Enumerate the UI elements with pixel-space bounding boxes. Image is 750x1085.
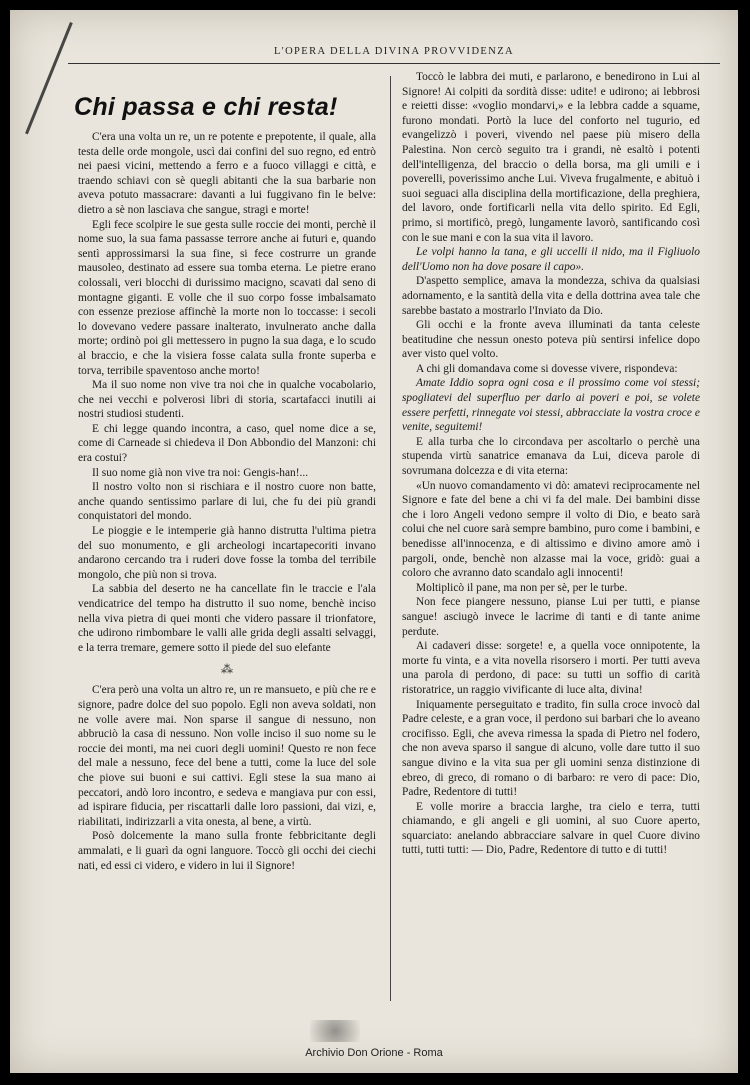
archive-caption: Archivio Don Orione - Roma — [305, 1047, 443, 1059]
paragraph: «Un nuovo comandamento vi dò: amatevi reciprocamente nel Signore e fate del bene a chi vi fa del male. Dei bambini disse che i loro Angeli vedono sempre il volto di Dio, e beato sarà colui che nel cuore sarà sempre bambino, puro come i bambini, e benedisse all'innocenza, e di altissimo e divino amore amò i pargoli, onde, benchè non alzasse mai la voce, gridò: guai a coloro che avranno dato scandalo agli innocenti! — [402, 479, 700, 580]
paragraph: Ai cadaveri disse: sorgete! e, a quella voce onnipotente, la morte fu vinta, e a vita novella risorsero i morti. Per tutti aveva una parola di perdono, di pace: su tutti un soffio di carità ristoratrice, un raggio vivificante di luce alta, divina! — [402, 640, 700, 696]
document-page — [10, 10, 738, 1073]
paragraph: C'era però una volta un altro re, un re mansueto, e più che re e signore, padre dolce del suo popolo. Egli non aveva soldati, non ne volle avere mai. Non sparse il sangue di nessuno, non abbruciò la casa di nessuno. Non volle inciso il suo nome su le roccie dei monti, ma nei cuori degli uomini! Questo re non fece del male a nessuno, fece del bene a tutti, come la luce del sole che piove sui buoni e sui cattivi. Egli stese la sua mano ai peccatori, andò loro incontro, e sedeva e mangiava pur con essi, ad ispirare fiducia, per riscattarli dalle loro passioni, dai vizi, e, riabilitati, indirizzarli a vita onesta, al bene, a virtù. — [78, 684, 376, 828]
paragraph: C'era una volta un re, un re potente e prepotente, il quale, alla testa delle orde mongole, uscì dai confini del suo regno, ed entrò nei paesi vicini, mettendo a ferro e a fuoco villaggi e città, e traendo schiavi con sè quegli abitanti che la sua barbarie non aveva potuto massacrare: davanti a lui fuggivano fin le belve: dietro a sè non lasciava che sangue, stragi e morte! — [78, 131, 376, 216]
paragraph: Ma il suo nome non vive tra noi che in qualche vocabolario, che nei vecchi e polverosi libri di storia, scartafacci inutili ai nostri studiosi studenti. — [78, 379, 376, 421]
paragraph: Non fece piangere nessuno, pianse Lui per tutti, e pianse sangue! asciugò invece le lacrime di tanti e di tante anime perdute. — [402, 596, 700, 638]
ink-stain — [310, 1020, 360, 1042]
paragraph: Gli occhi e la fronte aveva illuminati da tanta celeste beatitudine che nessun onesto poteva più sentirsi infelice dopo aver visto quel volto. — [402, 319, 700, 361]
paragraph: E chi legge quando incontra, a caso, quel nome dice a se, come di Carneade si chiedeva il Don Abbondio del Manzoni: chi era costui? — [78, 422, 376, 465]
article-title: Chi passa e chi resta! — [74, 93, 338, 121]
paragraph: Egli fece scolpire le sue gesta sulle roccie dei monti, perchè il nome suo, la sua fama passasse terrore anche ai futuri e, quando sentì approssimarsi la sua fine, si fece costrurre un grande mausoleo, destinato ad essere sua tomba eterna. Le pietre erano colossali, veri blocchi di durissimo macigno, scavati dal seno di montagne giganti. E volle che il suo corpo fosse imbalsamato con essenze preziose affinchè la morte non lo toccasse: i secoli lo dovevano vedere passare inalterato, invulnerato anche dalla morte; ordinò poi gli mettessero in pugno la sua daga, e lo scudo al braccio, e che la visiera fosse calata sulla fronte superba e torva, terribile spaventoso anche morto! — [78, 218, 376, 377]
left-column — [74, 70, 376, 873]
paragraph: Toccò le labbra dei muti, e parlarono, e benedirono in Lui al Signore! Ai colpiti da sordità disse: udite! e udirono; ai lebbrosi e reietti disse: «voglio mondarvi,» e la lebbra cadde a squame, furono mondati. Portò la luce del conforto nel tugurio, ed evangelizzò i poveri, vivendo nel paese più misero della Palestina. Non cercò seguito tra i grandi, nè esaltò i potenti dell'intelligenza, del braccio o della borsa, ma gli umili e i poverelli, poverissimo anche Lui. Viveva frugalmente, e abituò i suoi seguaci alla disciplina della mortificazione, della preghiera, del lavoro, onde fortificarli nella vita dello spirito. Ed Egli, primo, si mortificò, pregò, lungamente lavorò, santificando così con le sue mani e con la sua vita il lavoro. — [402, 71, 700, 244]
pen-mark — [25, 22, 73, 134]
paragraph: Iniquamente perseguitato e tradito, fin sulla croce invocò dal Padre celeste, e a gran voce, il perdono sui barbari che lo aveano crocifisso. Egli, che aveva rimessa la spada di Pietro nel fodero, che non aveva sparso il sangue di alcuno, volle dare tutto il suo sangue divino e la vita sua per gli uomini senza distinzione di ebreo, di greco, di romano o di barbaro: re vero di pace: Dio, Padre, Redentore di tutti! — [402, 698, 700, 799]
running-header: L'OPERA DELLA DIVINA PROVVIDENZA — [273, 46, 515, 57]
header-rule — [68, 63, 720, 64]
paragraph: E volle morire a braccia larghe, tra cielo e terra, tutti chiamando, e gli angeli e gli uomini, al suo Cuore aperto, squarciato: anelando abbracciare salvare in quel Cuore divino tutti, tutti tutti: — Dio, Padre, Redentore di tutto e di tutti! — [402, 800, 700, 857]
paragraph: Amate Iddio sopra ogni cosa e il prossimo come voi stessi; spogliatevi del superfluo per darlo ai poveri e poi, se volete essere perfetti, rinnegate voi stessi, abbracciate la vostra croce e venite, seguitemi! — [402, 377, 700, 434]
paragraph: Le volpi hanno la tana, e gli uccelli il nido, ma il Figliuolo dell'Uomo non ha dove posare il capo». — [402, 246, 700, 273]
column-divider — [390, 76, 391, 1001]
paragraph: A chi gli domandava come si dovesse vivere, rispondeva: — [416, 362, 678, 375]
paragraph: D'aspetto semplice, amava la mondezza, schiva da qualsiasi adornamento, e la santità della vita e della dottrina avea tale che sarebbe bastato a mostrarlo l'Inviato da Dio. — [402, 275, 700, 317]
paragraph: La sabbia del deserto ne ha cancellate fin le traccie e l'ala vendicatrice del tempo ha distrutto il suo nome, benchè inciso nella viva pietra di quei monti che videro passare il trionfatore, che udirono rimbombare le valli alle grida degli assalti selvaggi, e la terra tremare, gemere sotto il piede del suo elefante — [78, 583, 376, 654]
paragraph: Il nostro volto non si rischiara e il nostro cuore non batte, anche quando sentissimo parlare di lui, che fu dei più grandi conquistatori del mondo. — [78, 481, 376, 523]
paragraph: Le pioggie e le intemperie già hanno distrutta l'ultima pietra del suo monumento, e gli archeologi incartapecoriti invano andarono cercando tra i ruderi dove fosse la tomba del terribile mongolo, che più non si trova. — [78, 525, 376, 581]
paragraph: E alla turba che lo circondava per ascoltarlo o perchè una stupenda virtù sanatrice emanava da Lui, diceva parole di sovrumana dolcezza e di vita eterna: — [402, 435, 700, 478]
section-ornament: ⁂ — [221, 662, 233, 677]
right-column — [402, 70, 700, 858]
paragraph: Posò dolcemente la mano sulla fronte febbricitante degli ammalati, e li guarì da ogni languore. Toccò gli occhi dei ciechi nati, ed essi ci videro, e videro in lui il Signore! — [78, 830, 376, 872]
paragraph: Moltiplicò il pane, ma non per sè, per le turbe. — [416, 581, 628, 594]
paragraph: Il suo nome già non vive tra noi: Gengis-han!... — [92, 466, 309, 479]
